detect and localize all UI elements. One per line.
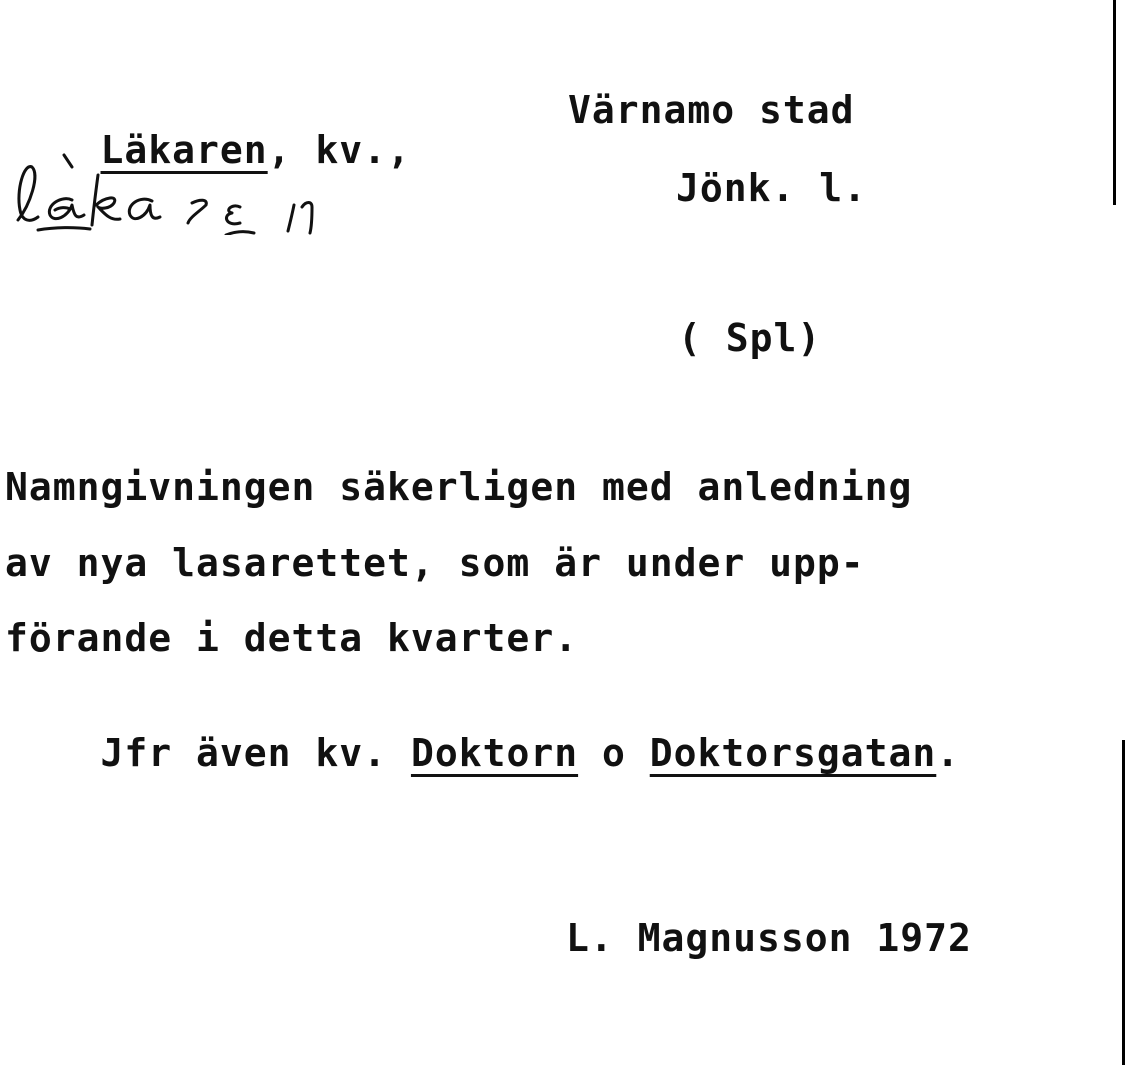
body-line-2: av nya lasarettet, som är under upp- bbox=[5, 541, 865, 585]
county-name: Jönk. l. bbox=[676, 166, 868, 210]
handwritten-name bbox=[0, 145, 350, 235]
card-edge-bottom bbox=[1122, 740, 1125, 1065]
reference-line bbox=[5, 693, 960, 813]
reference-doktorsgatan: Doktorsgatan bbox=[649, 731, 937, 775]
reference-end: . bbox=[936, 731, 961, 775]
signature: L. Magnusson 1972 bbox=[566, 916, 972, 960]
place-name: Värnamo stad bbox=[568, 88, 855, 132]
reference-mid: o bbox=[578, 731, 650, 775]
category-code: ( Spl) bbox=[678, 316, 822, 360]
heading-rest: , kv., bbox=[267, 128, 411, 172]
reference-doktorn: Doktorn bbox=[410, 731, 579, 775]
body-line-3: förande i detta kvarter. bbox=[5, 616, 579, 660]
heading-name: Läkaren bbox=[100, 128, 268, 172]
card-edge-top bbox=[1113, 0, 1116, 205]
reference-prefix: Jfr även kv. bbox=[100, 731, 411, 775]
body-line-1: Namngivningen säkerligen med anledning bbox=[5, 465, 913, 509]
